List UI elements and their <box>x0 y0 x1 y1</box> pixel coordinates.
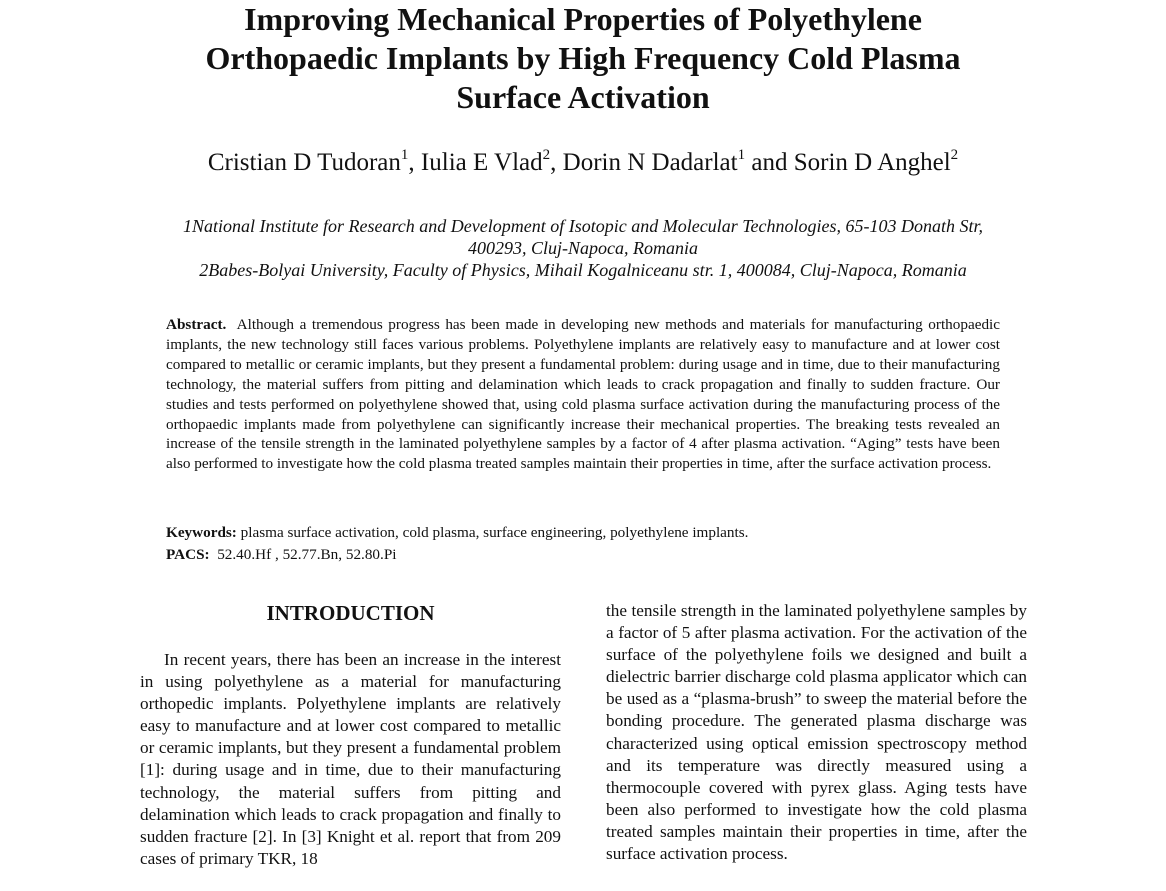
author-separator: , <box>550 149 563 176</box>
author-affiliation-mark: 1 <box>737 147 746 163</box>
title-line-3: Surface Activation <box>456 79 710 115</box>
title-line-1: Improving Mechanical Properties of Polyethylene <box>244 1 922 37</box>
author-name: Cristian D Tudoran <box>207 149 401 176</box>
affiliation-line-2: 400293, Cluj-Napoca, Romania <box>468 238 698 258</box>
author-affiliation-mark: 1 <box>400 147 409 163</box>
pacs-text: 52.40.Hf , 52.77.Bn, 52.80.Pi <box>217 546 397 563</box>
author-separator: , <box>408 149 421 176</box>
author-separator: and <box>745 149 794 176</box>
abstract <box>166 315 1000 474</box>
author-name: Iulia E Vlad <box>420 149 543 176</box>
pacs-label: PACS: <box>166 546 210 563</box>
affiliations <box>100 215 1066 281</box>
abstract-label: Abstract. <box>166 316 227 333</box>
keywords <box>166 523 1000 543</box>
author-name: Sorin D Anghel <box>793 149 951 176</box>
affiliation-line-1: 1National Institute for Research and Development of Isotopic and Molecular Technologies, 65-103 Donath Str, <box>182 216 984 236</box>
author-affiliation-mark: 2 <box>542 147 551 163</box>
paper-title <box>120 0 1046 117</box>
author-list <box>60 147 1106 179</box>
author-name: Dorin N Dadarlat <box>562 149 738 176</box>
affiliation-line-3: 2Babes-Bolyai University, Faculty of Physics, Mihail Kogalniceanu str. 1, 400084, Cluj-Napoca, Romania <box>199 260 967 280</box>
author-affiliation-mark: 2 <box>950 147 959 163</box>
pacs-codes <box>166 545 1000 565</box>
introduction-heading: INTRODUCTION <box>266 601 435 625</box>
keywords-text: plasma surface activation, cold plasma, surface engineering, polyethylene implants. <box>240 524 749 541</box>
title-line-2: Orthopaedic Implants by High Frequency Cold Plasma <box>205 40 961 76</box>
abstract-text: Although a tremendous progress has been made in developing new methods and materials for manufacturing orthopaedic implants, the new technology still faces various problems. Polyethylene implants are relatively easy to manufacture and at lower cost compared to metallic or ceramic implants, but they present a fundamental problem: during usage and in time, due to their manufacturing technology, the material suffers from pitting and delamination which leads to crack propagation and finally to sudden fracture. Our studies and tests performed on polyethylene showed that, using cold plasma surface activation during the manufacturing process of the orthopaedic implants made from polyethylene can significantly increase their mechanical properties. The breaking tests revealed an increase of the tensile strength in the laminated polyethylene samples by a factor of 4 after plasma activation. “Aging” tests have been also performed to investigate how the cold plasma treated samples maintain their properties in time, after the surface activation process. <box>166 316 1000 473</box>
introduction-left-column: In recent years, there has been an increase in the interest in using polyethylene as a material for manufacturing orthopedic implants. Polyethylene implants are relatively easy to manufacture and at lower cost compared to metallic or ceramic implants, but they present a fundamental problem [1]: during usage and in time, due to their manufacturing technology, the material suffers from pitting and delamination which leads to crack propagation and finally to sudden fracture [2]. In [3] Knight et al. report that from 209 cases of primary TKR, 18 <box>140 650 561 868</box>
introduction-right-column: the tensile strength in the laminated polyethylene samples by a factor of 5 after plasma activation. For the activation of the surface of the polyethylene foils we designed and built a dielectric barrier discharge cold plasma applicator which can be used as a “plasma-brush” to sweep the material before the bonding procedure. The generated plasma discharge was characterized using optical emission spectroscopy method and its temperature was directly measured using a thermocouple covered with pyrex glass. Aging tests have been also performed to investigate how the cold plasma treated samples maintain their properties in time, after the surface activation process. <box>606 601 1027 864</box>
keywords-label: Keywords: <box>166 524 237 541</box>
